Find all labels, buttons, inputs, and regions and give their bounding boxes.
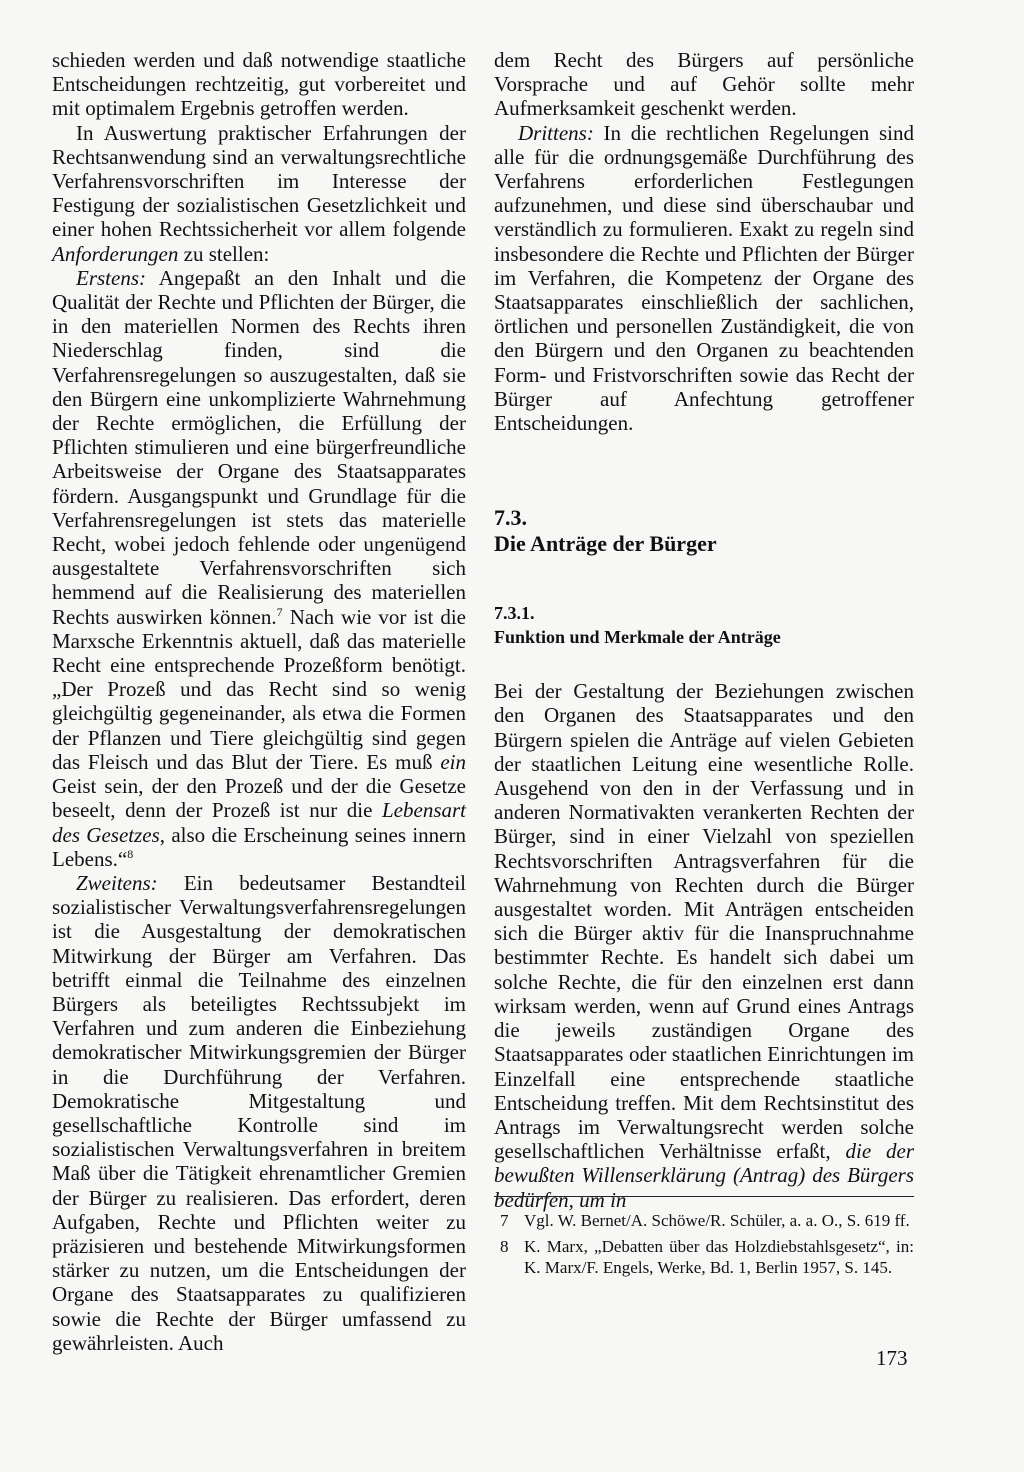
footnote-item xyxy=(494,1210,914,1232)
enumeration-label: Zweitens: xyxy=(76,870,158,895)
paragraph-text: dem Recht des Bürgers auf persönliche Vorsprache und auf Gehör sollte mehr Aufmerksamkeit geschenkt werden. xyxy=(494,48,914,121)
paragraph-second-requirement xyxy=(52,871,466,1355)
paragraph-text: Ein bedeutsamer Bestandteil sozialistischer Verwaltungsverfahrensregelungen ist die Ausgestaltung der demokratischen Mitwirkung der Bürger am Verfahren. Das betrifft einmal die Teilnahme des einzelnen Bürgers als beteiligtes Rechtssubjekt im Verfahren und zum anderen die Einbeziehung demokratischer Mitwirkungsgremien der Bürger in die Durchführung der Verfahren. Demokratische Mitgestaltung und gesellschaftliche Kontrolle sind im sozialistischen Verwaltungsverfahren in breitem Maß über die Tätigkeit ehrenamtlicher Gremien der Bürger zu realisieren. Das erfordert, deren Aufgaben, Rechte und Pflichten weiter zu präzisieren und bestehende Mitwirkungsformen stärker zu nutzen, um die Entscheidungen der Organe des Staatsapparates zu qualifizieren sowie die Rechte der Bürger umfassend zu gewährleisten. Auch xyxy=(52,870,466,1355)
paragraph-text: Bei der Gestaltung der Beziehungen zwischen den Organen des Staatsapparates und den Bürgern spielen die Anträge auf vielen Gebieten der staatlichen Leitung eine wesentliche Rolle. Ausgehend von den in der Verfassung und in anderen Normativakten verankerten Rechten der Bürger, sind in einer Vielzahl von speziellen Rechtsvorschriften Antragsverfahren für die Wahrnehmung von Rechten durch die Bürger ausgestaltet worden. Mit Anträgen entscheiden sich die Bürger aktiv für die Inanspruchnahme bestimmter Rechte. Es handelt sich dabei um solche Rechte, die für den einzelnen erst dann wirksam werden, wenn auf Grund eines Antrags die jeweils zuständigen Organe des Staatsapparates oder staatlichen Einrichtungen im Einzelfall eine entsprechende staatliche Entscheidung treffen. Mit dem Rechtsinstitut des Antrags im Verwaltungsrecht werden solche gesellschaftlichen Verhältnisse erfaßt, xyxy=(494,679,914,1164)
enumeration-label: Drittens: xyxy=(518,120,594,145)
emphasis-text: Anforderungen xyxy=(52,241,179,266)
right-column xyxy=(494,48,914,1212)
paragraph-text: In die rechtlichen Regelungen sind alle für die ordnungsgemäße Durchführung des Verfahrens erforderlichen Festlegungen aufzunehmen, und diese sind überschaubar und verständlich zu formulieren. Exakt zu regeln sind insbesondere die Rechte und Pflichten der Bürger im Verfahren, die Kompetenz der Organe des Staatsapparates einschließlich der sachlichen, örtlichen und personellen Zuständigkeit, die von den Bürgern und den Organen zu beachtenden Form- und Fristvorschriften sowie das Recht der Bürger auf Anfechtung getroffener Entscheidungen. xyxy=(494,120,914,436)
paragraph-text: Angepaßt an den Inhalt und die Qualität der Rechte und Pflichten der Bürger, die in den materiellen Normen des Rechts ihren Niederschlag finden, sind die Verfahrensregelungen so auszugestalten, daß sie den Bürgern eine unkomplizierte Wahrnehmung der Rechte ermöglichen, die Erfüllung der Pflichten stimulieren und eine bürgerfreundliche Arbeitsweise der Organe des Staatsapparates fördern. Ausgangspunkt und Grundlage für die Verfahrensregelungen ist stets das materielle Recht, wobei jedoch fehlende oder ungenügend ausgestaltete Verfahrensvorschriften sich hemmend auf die Realisierung des materiellen Rechts auswirken können. xyxy=(52,265,466,629)
paragraph-text: Nach wie vor ist die Marxsche Erkenntnis aktuell, daß das materielle Recht eine entsprechende Prozeßform benötigt. „Der Prozeß und das Recht sind so wenig gleichgültig gegeneinander, als etwa die Formen der Pflanzen und Tiere gleichgültig sind gegen das Fleisch und das Blut der Tiere. Es muß xyxy=(52,604,466,774)
enumeration-label: Erstens: xyxy=(76,265,146,290)
emphasis-text: ein xyxy=(440,749,466,774)
subsection-title: Funktion und Merkmale der Anträge xyxy=(494,627,781,648)
paragraph-text: schieden werden und daß notwendige staatliche Entscheidungen rechtzeitig, gut vorbereitet und mit optimalem Ergebnis getroffen werden. xyxy=(52,48,466,121)
footnotes xyxy=(494,1210,914,1283)
section-number: 7.3. xyxy=(494,505,527,531)
footnote-text: Vgl. W. Bernet/A. Schöwe/R. Schüler, a. a. O., S. 619 ff. xyxy=(524,1211,910,1230)
paragraph-text: Geist sein, der den Prozeß und der die Gesetze beseelt, denn der Prozeß ist nur die xyxy=(52,774,466,823)
footnote-divider xyxy=(494,1196,914,1197)
paragraph-continuation xyxy=(494,48,914,121)
paragraph-applications xyxy=(494,679,914,1211)
paragraph-text: In Auswertung praktischer Erfahrungen der Rechtsanwendung sind an verwaltungsrechtliche Verfahrensvorschriften im Interesse der Festigung der sozialistischen Gesetzlichkeit und einer hohen Rechtssicherheit vor allem folgende xyxy=(52,120,466,242)
emphasis-text: die der bewußten Willenserklärung (Antrag) des Bürgers bedürfen, um in xyxy=(494,1139,914,1212)
footnote-reference: 7 xyxy=(276,604,283,619)
paragraph-text: , also die Erscheinung seines innern Lebens.“ xyxy=(52,822,466,871)
emphasis-text: Lebensart des Gesetzes xyxy=(52,798,466,847)
left-column xyxy=(52,48,466,1355)
paragraph-continuation xyxy=(52,48,466,121)
paragraph-first-requirement xyxy=(52,266,466,871)
page-number: 173 xyxy=(876,1346,908,1370)
footnote-item xyxy=(494,1236,914,1279)
footnote-number: 8 xyxy=(500,1236,509,1256)
paragraph-requirements-intro xyxy=(52,121,466,266)
footnote-number: 7 xyxy=(500,1211,509,1230)
paragraph-third-requirement xyxy=(494,121,914,436)
paragraph-text: zu stellen: xyxy=(178,241,270,266)
subsection-number: 7.3.1. xyxy=(494,603,535,624)
footnote-reference: 8 xyxy=(127,846,134,861)
section-title: Die Anträge der Bürger xyxy=(494,531,717,557)
footnote-text: K. Marx, „Debatten über das Holzdiebstahlsgesetz“, in: K. Marx/F. Engels, Werke, Bd. 1, Berlin 1957, S. 145. xyxy=(524,1236,914,1277)
